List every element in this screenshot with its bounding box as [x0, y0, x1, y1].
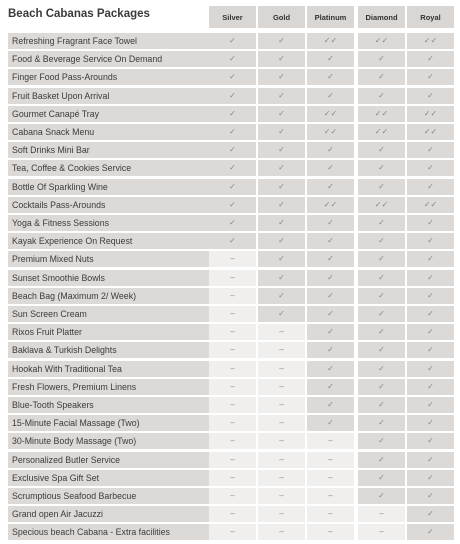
cell-royal: ✓ [407, 306, 454, 322]
cell-royal: ✓✓ [407, 33, 454, 49]
cell-gold: – [258, 361, 305, 377]
table-row [8, 179, 436, 195]
table-row [8, 142, 436, 158]
cell-platinum: ✓ [307, 379, 354, 395]
cell-gold: ✓ [258, 106, 305, 122]
cell-royal: ✓ [407, 506, 454, 522]
row-label: Cabana Snack Menu [8, 124, 214, 140]
cell-silver: – [209, 324, 256, 340]
cell-diamond: ✓ [358, 488, 405, 504]
cell-gold: ✓ [258, 160, 305, 176]
cell-royal: ✓ [407, 251, 454, 267]
cell-silver: – [209, 270, 256, 286]
column-header-royal: Royal [407, 6, 454, 28]
cell-gold: ✓ [258, 306, 305, 322]
row-label: Gourmet Canapé Tray [8, 106, 214, 122]
row-label: 15-Minute Facial Massage (Two) [8, 415, 214, 431]
cell-royal: ✓ [407, 488, 454, 504]
row-label: Fruit Basket Upon Arrival [8, 88, 214, 104]
row-label: Scrumptious Seafood Barbecue [8, 488, 214, 504]
cell-silver: – [209, 361, 256, 377]
cell-royal: ✓ [407, 51, 454, 67]
cell-diamond: ✓ [358, 324, 405, 340]
cell-platinum: – [307, 452, 354, 468]
cell-gold: – [258, 379, 305, 395]
table-row [8, 397, 436, 413]
page-title: Beach Cabanas Packages [8, 8, 150, 20]
row-label: Beach Bag (Maximum 2/ Week) [8, 288, 214, 304]
cell-platinum: ✓✓ [307, 197, 354, 213]
cell-royal: ✓ [407, 215, 454, 231]
cell-diamond: ✓ [358, 270, 405, 286]
cell-gold: ✓ [258, 124, 305, 140]
cell-gold: ✓ [258, 197, 305, 213]
cell-royal: ✓ [407, 397, 454, 413]
cell-platinum: ✓ [307, 215, 354, 231]
cell-diamond: ✓ [358, 397, 405, 413]
table-row [8, 288, 436, 304]
cell-royal: ✓ [407, 288, 454, 304]
cell-silver: – [209, 415, 256, 431]
cell-platinum: ✓ [307, 397, 354, 413]
table-row [8, 51, 436, 67]
row-label: Finger Food Pass-Arounds [8, 69, 214, 85]
cell-platinum: ✓ [307, 361, 354, 377]
table-row [8, 215, 436, 231]
row-label: Hookah With Traditional Tea [8, 361, 214, 377]
cell-platinum: – [307, 470, 354, 486]
cell-silver: ✓ [209, 160, 256, 176]
cell-diamond: ✓ [358, 288, 405, 304]
cell-diamond: ✓ [358, 342, 405, 358]
table-row [8, 251, 436, 267]
table-row [8, 433, 436, 449]
cell-diamond: ✓✓ [358, 33, 405, 49]
cell-platinum: ✓ [307, 288, 354, 304]
cell-diamond: – [358, 506, 405, 522]
cell-platinum: ✓ [307, 142, 354, 158]
cell-gold: ✓ [258, 288, 305, 304]
cell-silver: ✓ [209, 124, 256, 140]
table-row [8, 306, 436, 322]
cell-gold: ✓ [258, 33, 305, 49]
cell-platinum: ✓ [307, 324, 354, 340]
cell-royal: ✓ [407, 233, 454, 249]
column-header-diamond: Diamond [358, 6, 405, 28]
cell-royal: ✓✓ [407, 124, 454, 140]
cell-diamond: ✓ [358, 251, 405, 267]
cell-diamond: ✓ [358, 88, 405, 104]
cell-silver: – [209, 488, 256, 504]
cell-diamond: ✓ [358, 379, 405, 395]
table-row [8, 197, 436, 213]
table-row [8, 324, 436, 340]
table-row [8, 233, 436, 249]
cell-platinum: ✓ [307, 415, 354, 431]
cell-gold: – [258, 342, 305, 358]
table-row [8, 470, 436, 486]
cell-silver: – [209, 251, 256, 267]
table-row [8, 69, 436, 85]
cell-platinum: – [307, 506, 354, 522]
cell-platinum: ✓ [307, 179, 354, 195]
row-label: Kayak Experience On Request [8, 233, 214, 249]
cell-gold: – [258, 452, 305, 468]
cell-gold: – [258, 524, 305, 540]
cell-silver: ✓ [209, 33, 256, 49]
cell-silver: – [209, 506, 256, 522]
row-label: Premium Mixed Nuts [8, 251, 214, 267]
cell-royal: ✓ [407, 433, 454, 449]
table-row [8, 361, 436, 377]
table-row [8, 415, 436, 431]
cell-royal: ✓ [407, 270, 454, 286]
cell-silver: – [209, 397, 256, 413]
cell-silver: – [209, 342, 256, 358]
cell-platinum: ✓ [307, 160, 354, 176]
table-row [8, 270, 436, 286]
cell-royal: ✓ [407, 69, 454, 85]
cell-platinum: ✓ [307, 51, 354, 67]
cell-diamond: ✓ [358, 233, 405, 249]
cell-platinum: ✓ [307, 251, 354, 267]
cell-platinum: – [307, 433, 354, 449]
cell-gold: ✓ [258, 142, 305, 158]
cell-silver: – [209, 433, 256, 449]
cell-silver: ✓ [209, 88, 256, 104]
cell-royal: ✓ [407, 88, 454, 104]
cell-gold: ✓ [258, 270, 305, 286]
cell-diamond: – [358, 524, 405, 540]
row-label: Bottle Of Sparkling Wine [8, 179, 214, 195]
row-label: Sun Screen Cream [8, 306, 214, 322]
cell-royal: ✓ [407, 361, 454, 377]
table-row [8, 33, 436, 49]
table-row [8, 488, 436, 504]
cell-silver: ✓ [209, 142, 256, 158]
cell-royal: ✓ [407, 524, 454, 540]
row-label: Baklava & Turkish Delights [8, 342, 214, 358]
cell-royal: ✓ [407, 160, 454, 176]
cell-diamond: ✓ [358, 69, 405, 85]
row-label: Cocktails Pass-Arounds [8, 197, 214, 213]
cell-gold: ✓ [258, 69, 305, 85]
table-row [8, 379, 436, 395]
row-label: Yoga & Fitness Sessions [8, 215, 214, 231]
cell-silver: ✓ [209, 51, 256, 67]
column-header-silver: Silver [209, 6, 256, 28]
row-label: Grand open Air Jacuzzi [8, 506, 214, 522]
cell-royal: ✓ [407, 179, 454, 195]
cell-gold: – [258, 415, 305, 431]
cell-diamond: ✓ [358, 215, 405, 231]
cell-diamond: ✓ [358, 452, 405, 468]
cell-silver: – [209, 524, 256, 540]
cell-royal: ✓✓ [407, 197, 454, 213]
cell-diamond: ✓ [358, 51, 405, 67]
row-label: Tea, Coffee & Cookies Service [8, 160, 214, 176]
cell-royal: ✓ [407, 324, 454, 340]
cell-gold: – [258, 397, 305, 413]
cell-platinum: ✓ [307, 233, 354, 249]
cell-silver: ✓ [209, 215, 256, 231]
cell-royal: ✓ [407, 470, 454, 486]
cell-gold: ✓ [258, 179, 305, 195]
cell-gold: ✓ [258, 251, 305, 267]
row-label: Specious beach Cabana - Extra facilities [8, 524, 214, 540]
cell-silver: – [209, 470, 256, 486]
cell-silver: – [209, 306, 256, 322]
cell-royal: ✓ [407, 142, 454, 158]
row-label: Soft Drinks Mini Bar [8, 142, 214, 158]
cell-silver: – [209, 452, 256, 468]
cell-gold: – [258, 324, 305, 340]
cell-platinum: ✓✓ [307, 124, 354, 140]
cell-gold: ✓ [258, 88, 305, 104]
table-row [8, 452, 436, 468]
cell-gold: – [258, 488, 305, 504]
cell-gold: – [258, 433, 305, 449]
cell-platinum: ✓ [307, 88, 354, 104]
column-header-platinum: Platinum [307, 6, 354, 28]
cell-diamond: ✓✓ [358, 124, 405, 140]
table-row [8, 506, 436, 522]
cell-diamond: ✓ [358, 306, 405, 322]
row-label: Blue-Tooth Speakers [8, 397, 214, 413]
row-label: Refreshing Fragrant Face Towel [8, 33, 214, 49]
cell-platinum: ✓ [307, 306, 354, 322]
cell-silver: ✓ [209, 106, 256, 122]
row-label: Food & Beverage Service On Demand [8, 51, 214, 67]
cell-royal: ✓ [407, 452, 454, 468]
row-label: Personalized Butler Service [8, 452, 214, 468]
cell-silver: ✓ [209, 179, 256, 195]
cell-diamond: ✓✓ [358, 106, 405, 122]
row-label: 30-Minute Body Massage (Two) [8, 433, 214, 449]
cell-platinum: ✓ [307, 270, 354, 286]
cell-gold: ✓ [258, 215, 305, 231]
cell-diamond: ✓ [358, 160, 405, 176]
cell-platinum: ✓✓ [307, 106, 354, 122]
cell-gold: – [258, 470, 305, 486]
cell-diamond: ✓ [358, 470, 405, 486]
row-label: Rixos Fruit Platter [8, 324, 214, 340]
cell-diamond: ✓ [358, 415, 405, 431]
cell-platinum: ✓✓ [307, 33, 354, 49]
table-row [8, 160, 436, 176]
table-row [8, 524, 436, 540]
row-label: Exclusive Spa Gift Set [8, 470, 214, 486]
column-header-gold: Gold [258, 6, 305, 28]
cell-platinum: ✓ [307, 69, 354, 85]
cell-platinum: – [307, 524, 354, 540]
cell-gold: ✓ [258, 51, 305, 67]
table-row [8, 342, 436, 358]
cell-diamond: ✓✓ [358, 197, 405, 213]
cell-diamond: ✓ [358, 433, 405, 449]
cell-royal: ✓✓ [407, 106, 454, 122]
cell-platinum: – [307, 488, 354, 504]
table-row [8, 124, 436, 140]
cell-gold: – [258, 506, 305, 522]
cell-royal: ✓ [407, 415, 454, 431]
cell-royal: ✓ [407, 342, 454, 358]
row-label: Sunset Smoothie Bowls [8, 270, 214, 286]
row-label: Fresh Flowers, Premium Linens [8, 379, 214, 395]
cell-silver: ✓ [209, 197, 256, 213]
cell-silver: ✓ [209, 233, 256, 249]
table-row [8, 106, 436, 122]
table-row [8, 88, 436, 104]
cell-silver: – [209, 288, 256, 304]
cell-diamond: ✓ [358, 142, 405, 158]
cell-diamond: ✓ [358, 179, 405, 195]
cell-royal: ✓ [407, 379, 454, 395]
cell-silver: – [209, 379, 256, 395]
cell-silver: ✓ [209, 69, 256, 85]
cell-platinum: ✓ [307, 342, 354, 358]
cell-gold: ✓ [258, 233, 305, 249]
cell-diamond: ✓ [358, 361, 405, 377]
